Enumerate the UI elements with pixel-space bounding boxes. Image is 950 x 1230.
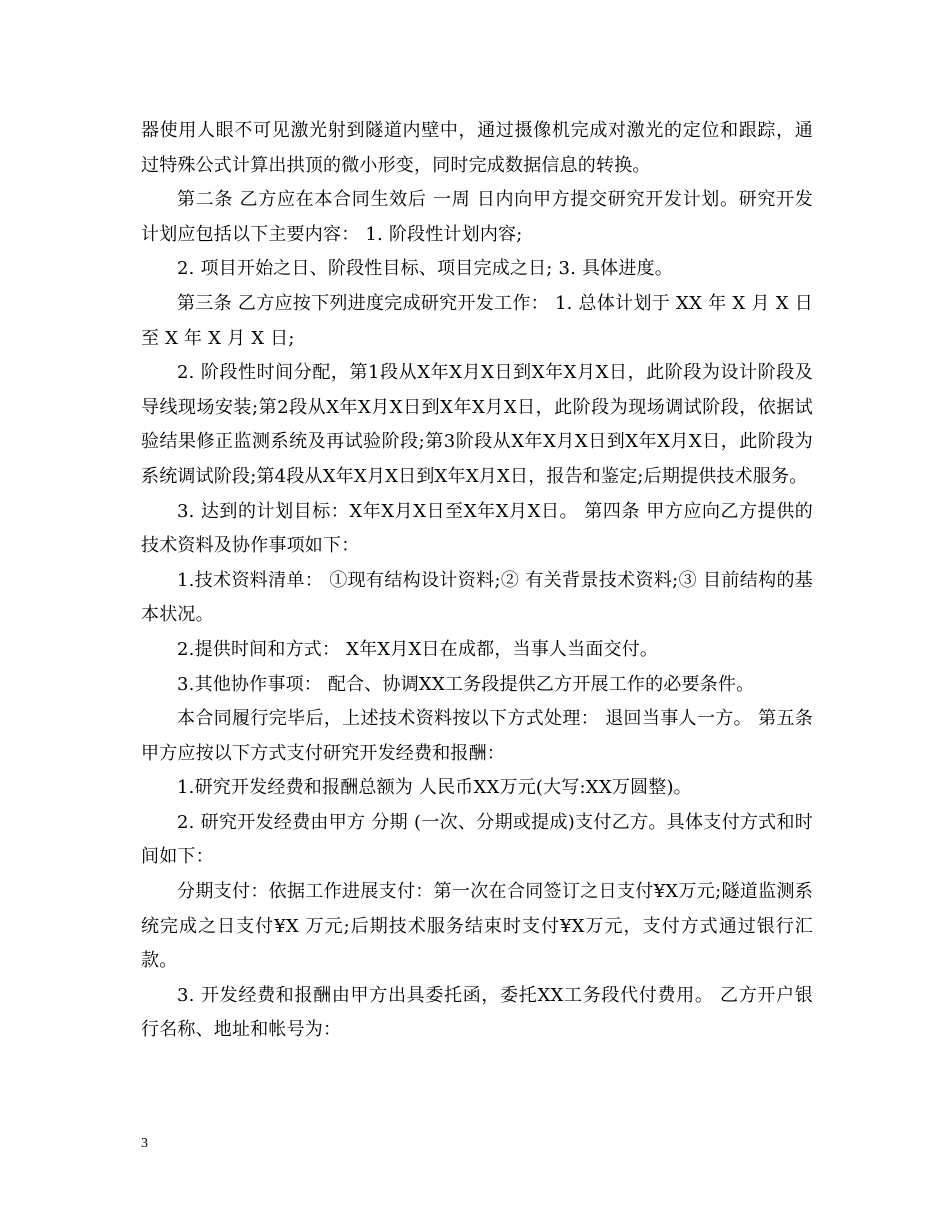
paragraph-13: 分期支付：依据工作进展支付：第一次在合同签订之日支付¥X万元;隧道监测系统完成之日支付¥X 万元;后期技术服务结束时支付¥X万元，支付方式通过银行汇款。	[141, 881, 813, 972]
paragraph-8: 2.提供时间和方式： X年X月X日在成都，当事人当面交付。	[177, 638, 659, 660]
paragraph-9: 3.其他协作事项： 配合、协调XX工务段提供乙方开展工作的必要条件。	[177, 673, 755, 695]
document-body	[141, 114, 813, 1048]
paragraph-3: 2. 项目开始之日、阶段性目标、项目完成之日; 3. 具体进度。	[177, 258, 673, 280]
paragraph-11: 1.研究开发经费和报酬总额为 人民币XX万元(大写:XX万圆整)。	[177, 777, 692, 799]
paragraph-6: 3. 达到的计划目标：X年X月X日至X年X月X日。 第四条 甲方应向乙方提供的技术资料及协作事项如下：	[141, 500, 813, 557]
paragraph-14: 3. 开发经费和报酬由甲方出具委托函，委托XX工务段代付费用。 乙方开户银行名称、地址和帐号为：	[141, 984, 813, 1041]
paragraph-1: 器使用人眼不可见激光射到隧道内壁中，通过摄像机完成对激光的定位和跟踪，通过特殊公式计算出拱顶的微小形变，同时完成数据信息的转换。	[141, 120, 813, 176]
paragraph-4: 第三条 乙方应按下列进度完成研究开发工作： 1. 总体计划于 XX 年 X 月 X 日至 X 年 X 月 X 日;	[141, 292, 813, 349]
paragraph-2: 第二条 乙方应在本合同生效后 一周 日内向甲方提交研究开发计划。研究开发计划应包括以下主要内容： 1. 阶段性计划内容;	[141, 189, 813, 245]
page-number: 3	[141, 1136, 148, 1151]
paragraph-12: 2. 研究开发经费由甲方 分期 (一次、分期或提成)支付乙方。具体支付方式和时间如下：	[141, 811, 813, 868]
paragraph-7: 1.技术资料清单： ①现有结构设计资料;② 有关背景技术资料;③ 目前结构的基本状况。	[141, 569, 813, 626]
paragraph-5: 2. 阶段性时间分配，第1段从X年X月X日到X年X月X日，此阶段为设计阶段及导线现场安装;第2段从X年X月X日到X年X月X日，此阶段为现场调试阶段，依据试验结果修正监测系统及再试验阶段;第3阶段从X年X月X日到X年X月X日，此阶段为系统调试阶段;第4段从X年X月X日到X年X月X日，报告和鉴定;后期提供技术服务。	[141, 362, 813, 487]
paragraph-10: 本合同履行完毕后，上述技术资料按以下方式处理： 退回当事人一方。 第五条 甲方应按以下方式支付研究开发经费和报酬：	[141, 708, 813, 764]
